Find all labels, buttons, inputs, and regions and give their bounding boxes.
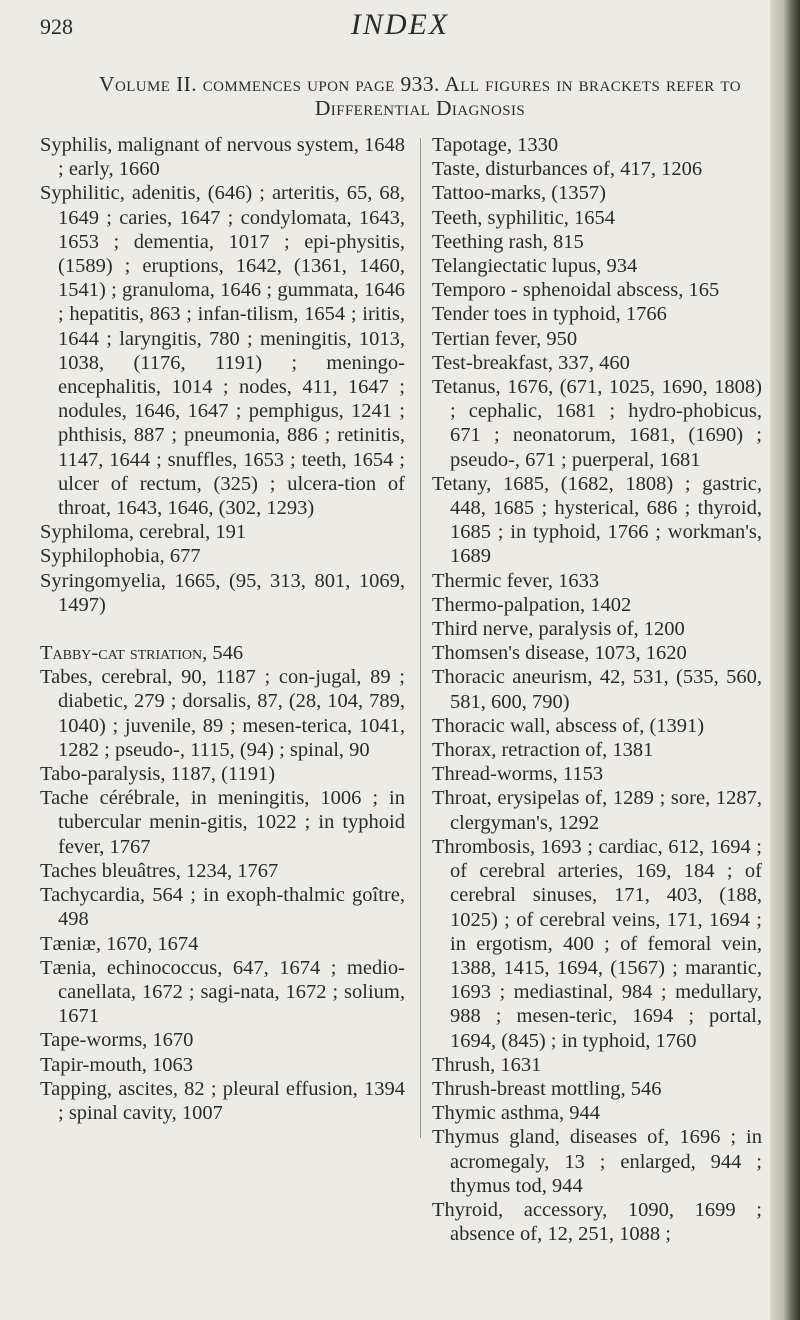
volume-notice: Volume II. commences upon page 933. All figures in brackets refer to Differential Diagnosis: [99, 72, 741, 120]
index-entry: Third nerve, paralysis of, 1200: [432, 618, 685, 641]
index-column-left: [40, 133, 405, 1125]
index-entry: Tapping, ascites, 82 ; pleural effusion, 1394 ; spinal cavity, 1007: [40, 1077, 405, 1124]
column-divider: [420, 138, 421, 1138]
index-entry: Tetany, 1685, (1682, 1808) ; gastric, 448, 1685 ; hysterical, 686 ; thyroid, 1685 ; in typhoid, 1766 ; workman's, 1689: [432, 472, 762, 568]
index-entry: Tetanus, 1676, (671, 1025, 1690, 1808) ; cephalic, 1681 ; hydro-phobicus, 671 ; neonatorum, 1681, (1690) ; pseudo-, 671 ; puerperal, 1681: [432, 376, 762, 471]
index-entry: Teething rash, 815: [432, 230, 584, 253]
index-entry: Syphilis, malignant of nervous system, 1648 ; early, 1660: [40, 134, 405, 181]
index-entry: Telangiectatic lupus, 934: [432, 255, 638, 278]
index-entry: Thrush, 1631: [432, 1053, 542, 1076]
index-entry: Syphiloma, cerebral, 191: [40, 521, 247, 544]
index-entry: Thomsen's disease, 1073, 1620: [432, 642, 687, 665]
index-entry: Tænia, echinococcus, 647, 1674 ; medio-canellata, 1672 ; sagi-nata, 1672 ; solium, 1671: [40, 956, 405, 1028]
index-entry: Taste, disturbances of, 417, 1206: [432, 158, 703, 181]
index-entry: Thoracic aneurism, 42, 531, (535, 560, 581, 600, 790): [432, 666, 762, 713]
index-entry: Tapotage, 1330: [432, 134, 559, 156]
running-head: INDEX: [350, 8, 450, 41]
index-entry: Thymic asthma, 944: [432, 1102, 600, 1125]
index-entry: Thyroid, accessory, 1090, 1699 ; absence of, 12, 251, 1088 ;: [432, 1198, 762, 1246]
index-entry: Throat, erysipelas of, 1289 ; sore, 1287, clergyman's, 1292: [432, 787, 762, 834]
page-number: 928: [40, 14, 73, 39]
index-entry: Syringomyelia, 1665, (95, 313, 801, 1069, 1497): [40, 569, 405, 616]
index-entry: Temporo - sphenoidal abscess, 165: [432, 279, 720, 302]
index-entry: Thymus gland, diseases of, 1696 ; in acromegaly, 13 ; enlarged, 944 ; thymus tod, 944: [432, 1126, 762, 1197]
index-entry: Tape-worms, 1670: [40, 1029, 194, 1052]
index-entry: Tæniæ, 1670, 1674: [40, 932, 199, 955]
index-entry: Thermic fever, 1633: [432, 569, 600, 592]
index-entry: Test-breakfast, 337, 460: [432, 351, 630, 374]
index-entry: Thorax, retraction of, 1381: [432, 739, 654, 762]
letter-gap: [40, 617, 405, 641]
index-entry: Tapir-mouth, 1063: [40, 1053, 194, 1076]
index-entry: Taches bleuâtres, 1234, 1767: [40, 859, 279, 882]
index-entry: Tabby-cat striation, 546: [40, 642, 244, 665]
index-entry: Tabes, cerebral, 90, 1187 ; con-jugal, 89 ; diabetic, 279 ; dorsalis, 87, (28, 104, 789, 1040) ; juvenile, 89 ; mesen-terica, 1041, 1282 ; pseudo-, 1115, (94) ; spinal, 90: [40, 666, 405, 761]
index-entry: Syphilitic, adenitis, (646) ; arteritis, 65, 68, 1649 ; caries, 1647 ; condylomata, 1643, 1653 ; dementia, 1017 ; epi-physitis, (1589) ; eruptions, 1642, (1361, 1460, 1541) ; granuloma, 1646 ; gummata, 1646 ; hepatitis, 863 ; infan-tilism, 1654 ; iritis, 1644 ; laryngitis, 780 ; meningitis, 1013, 1038, (1176, 1191) ; meningo-encephalitis, 1014 ; nodes, 411, 1647 ; nodules, 1646, 1647 ; pemphigus, 1241 ; phthisis, 887 ; pneumonia, 886 ; retinitis, 1147, 1644 ; snuffles, 1653 ; teeth, 1654 ; ulcer of rectum, (325) ; ulcera-tion of throat, 1643, 1646, (302, 1293): [40, 182, 405, 520]
index-entry: Thermo-palpation, 1402: [432, 593, 632, 616]
index-entry: Thrombosis, 1693 ; cardiac, 612, 1694 ; of cerebral arteries, 169, 184 ; of cerebral sinuses, 171, 403, (188, 1025) ; of cerebral veins, 171, 1694 ; in ergotism, 400 ; of femoral vein, 1388, 1415, 1694, (1567) ; marantic, 1693 ; mediastinal, 984 ; medullary, 988 ; mesen-teric, 1694 ; portal, 1694, (845) ; in typhoid, 1760: [432, 835, 762, 1052]
index-entry: Syphilophobia, 677: [40, 545, 201, 568]
index-entry: Thoracic wall, abscess of, (1391): [432, 714, 705, 737]
index-entry: Teeth, syphilitic, 1654: [432, 206, 616, 229]
index-entry: Tattoo-marks, (1357): [432, 182, 606, 205]
book-spine-edge: [770, 0, 800, 1320]
index-entry: Tertian fever, 950: [432, 327, 578, 350]
index-entry: Thread-worms, 1153: [432, 763, 604, 786]
index-entry: Tache cérébrale, in meningitis, 1006 ; in tubercular menin-gitis, 1022 ; in typhoid fever, 1767: [40, 787, 405, 858]
index-entry: Tender toes in typhoid, 1766: [432, 303, 667, 326]
index-entry: Tabo-paralysis, 1187, (1191): [40, 763, 276, 786]
index-column-right: [432, 133, 762, 1246]
index-entry: Thrush-breast mottling, 546: [432, 1077, 662, 1100]
index-entry: Tachycardia, 564 ; in exoph-thalmic goître, 498: [40, 884, 405, 931]
